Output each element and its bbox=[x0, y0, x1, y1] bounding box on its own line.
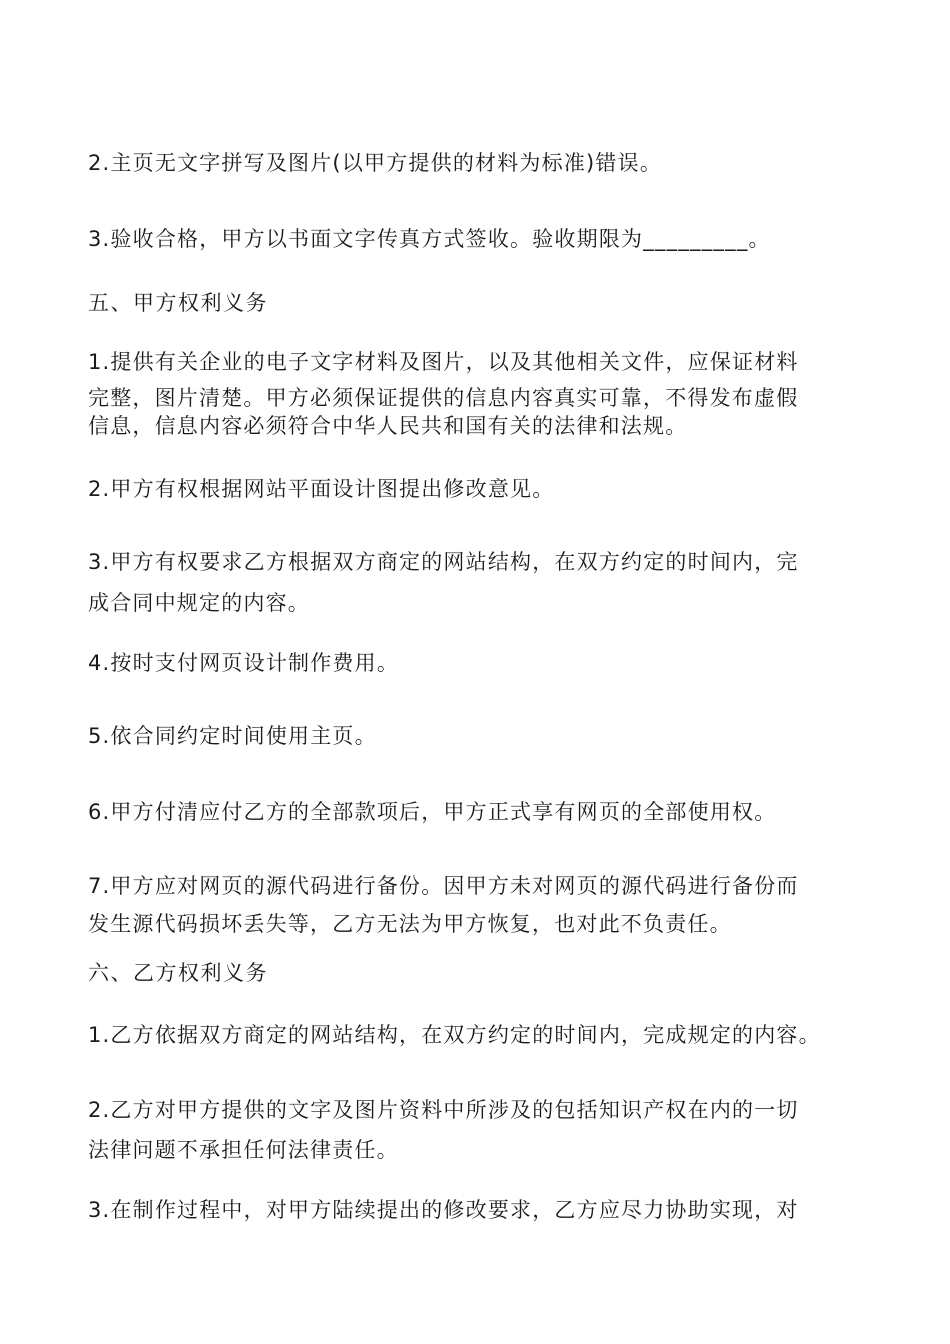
paragraph-homepage-errors bbox=[88, 147, 868, 177]
text-line: 7.甲方应对网页的源代码进行备份。因甲方未对网页的源代码进行备份而 bbox=[88, 874, 799, 898]
paragraph-acceptance bbox=[88, 223, 868, 253]
paragraph-require-completion bbox=[88, 546, 868, 617]
text-line: 3.在制作过程中，对甲方陆续提出的修改要求，乙方应尽力协助实现，对 bbox=[88, 1198, 799, 1222]
text-line: 信息，信息内容必须符合中华人民共和国有关的法律和法规。 bbox=[88, 414, 688, 438]
text-line: 2.甲方有权根据网站平面设计图提出修改意见。 bbox=[88, 477, 555, 501]
text-line: 4.按时支付网页设计制作费用。 bbox=[88, 651, 400, 675]
text-line: 六、乙方权利义务 bbox=[88, 961, 268, 985]
text-line: 成合同中规定的内容。 bbox=[88, 591, 310, 615]
text-line: 五、甲方权利义务 bbox=[88, 291, 268, 315]
text-line: 5.依合同约定时间使用主页。 bbox=[88, 724, 377, 748]
text-line: 1.乙方依据双方商定的网站结构，在双方约定的时间内，完成规定的内容。 bbox=[88, 1023, 821, 1047]
paragraph-backup bbox=[88, 870, 868, 938]
text-line: 6.甲方付清应付乙方的全部款项后，甲方正式享有网页的全部使用权。 bbox=[88, 800, 777, 824]
paragraph-liability bbox=[88, 1094, 868, 1164]
paragraph-modification-right bbox=[88, 473, 868, 503]
paragraph-payment bbox=[88, 647, 868, 677]
paragraph-provide-materials bbox=[88, 346, 868, 440]
section-heading-party-a bbox=[88, 287, 868, 317]
text-line: 完整，图片清楚。甲方必须保证提供的信息内容真实可靠，不得发布虚假 bbox=[88, 386, 799, 410]
text-line: 法律问题不承担任何法律责任。 bbox=[88, 1138, 399, 1162]
text-line: 1.提供有关企业的电子文字材料及图片，以及其他相关文件，应保证材料 bbox=[88, 350, 799, 374]
paragraph-modification-requests bbox=[88, 1194, 868, 1224]
paragraph-usage-rights bbox=[88, 796, 868, 826]
text-line: 3.验收合格，甲方以书面文字传真方式签收。验收期限为_________。 bbox=[88, 227, 771, 251]
text-line: 2.主页无文字拼写及图片(以甲方提供的材料为标准)错误。 bbox=[88, 151, 663, 175]
text-line: 2.乙方对甲方提供的文字及图片资料中所涉及的包括知识产权在内的一切 bbox=[88, 1098, 799, 1122]
paragraph-party-b-completion bbox=[88, 1019, 868, 1049]
section-heading-party-b bbox=[88, 957, 868, 987]
text-line: 发生源代码损坏丢失等，乙方无法为甲方恢复，也对此不负责任。 bbox=[88, 912, 732, 936]
text-line: 3.甲方有权要求乙方根据双方商定的网站结构，在双方约定的时间内，完 bbox=[88, 550, 799, 574]
paragraph-usage bbox=[88, 720, 868, 750]
